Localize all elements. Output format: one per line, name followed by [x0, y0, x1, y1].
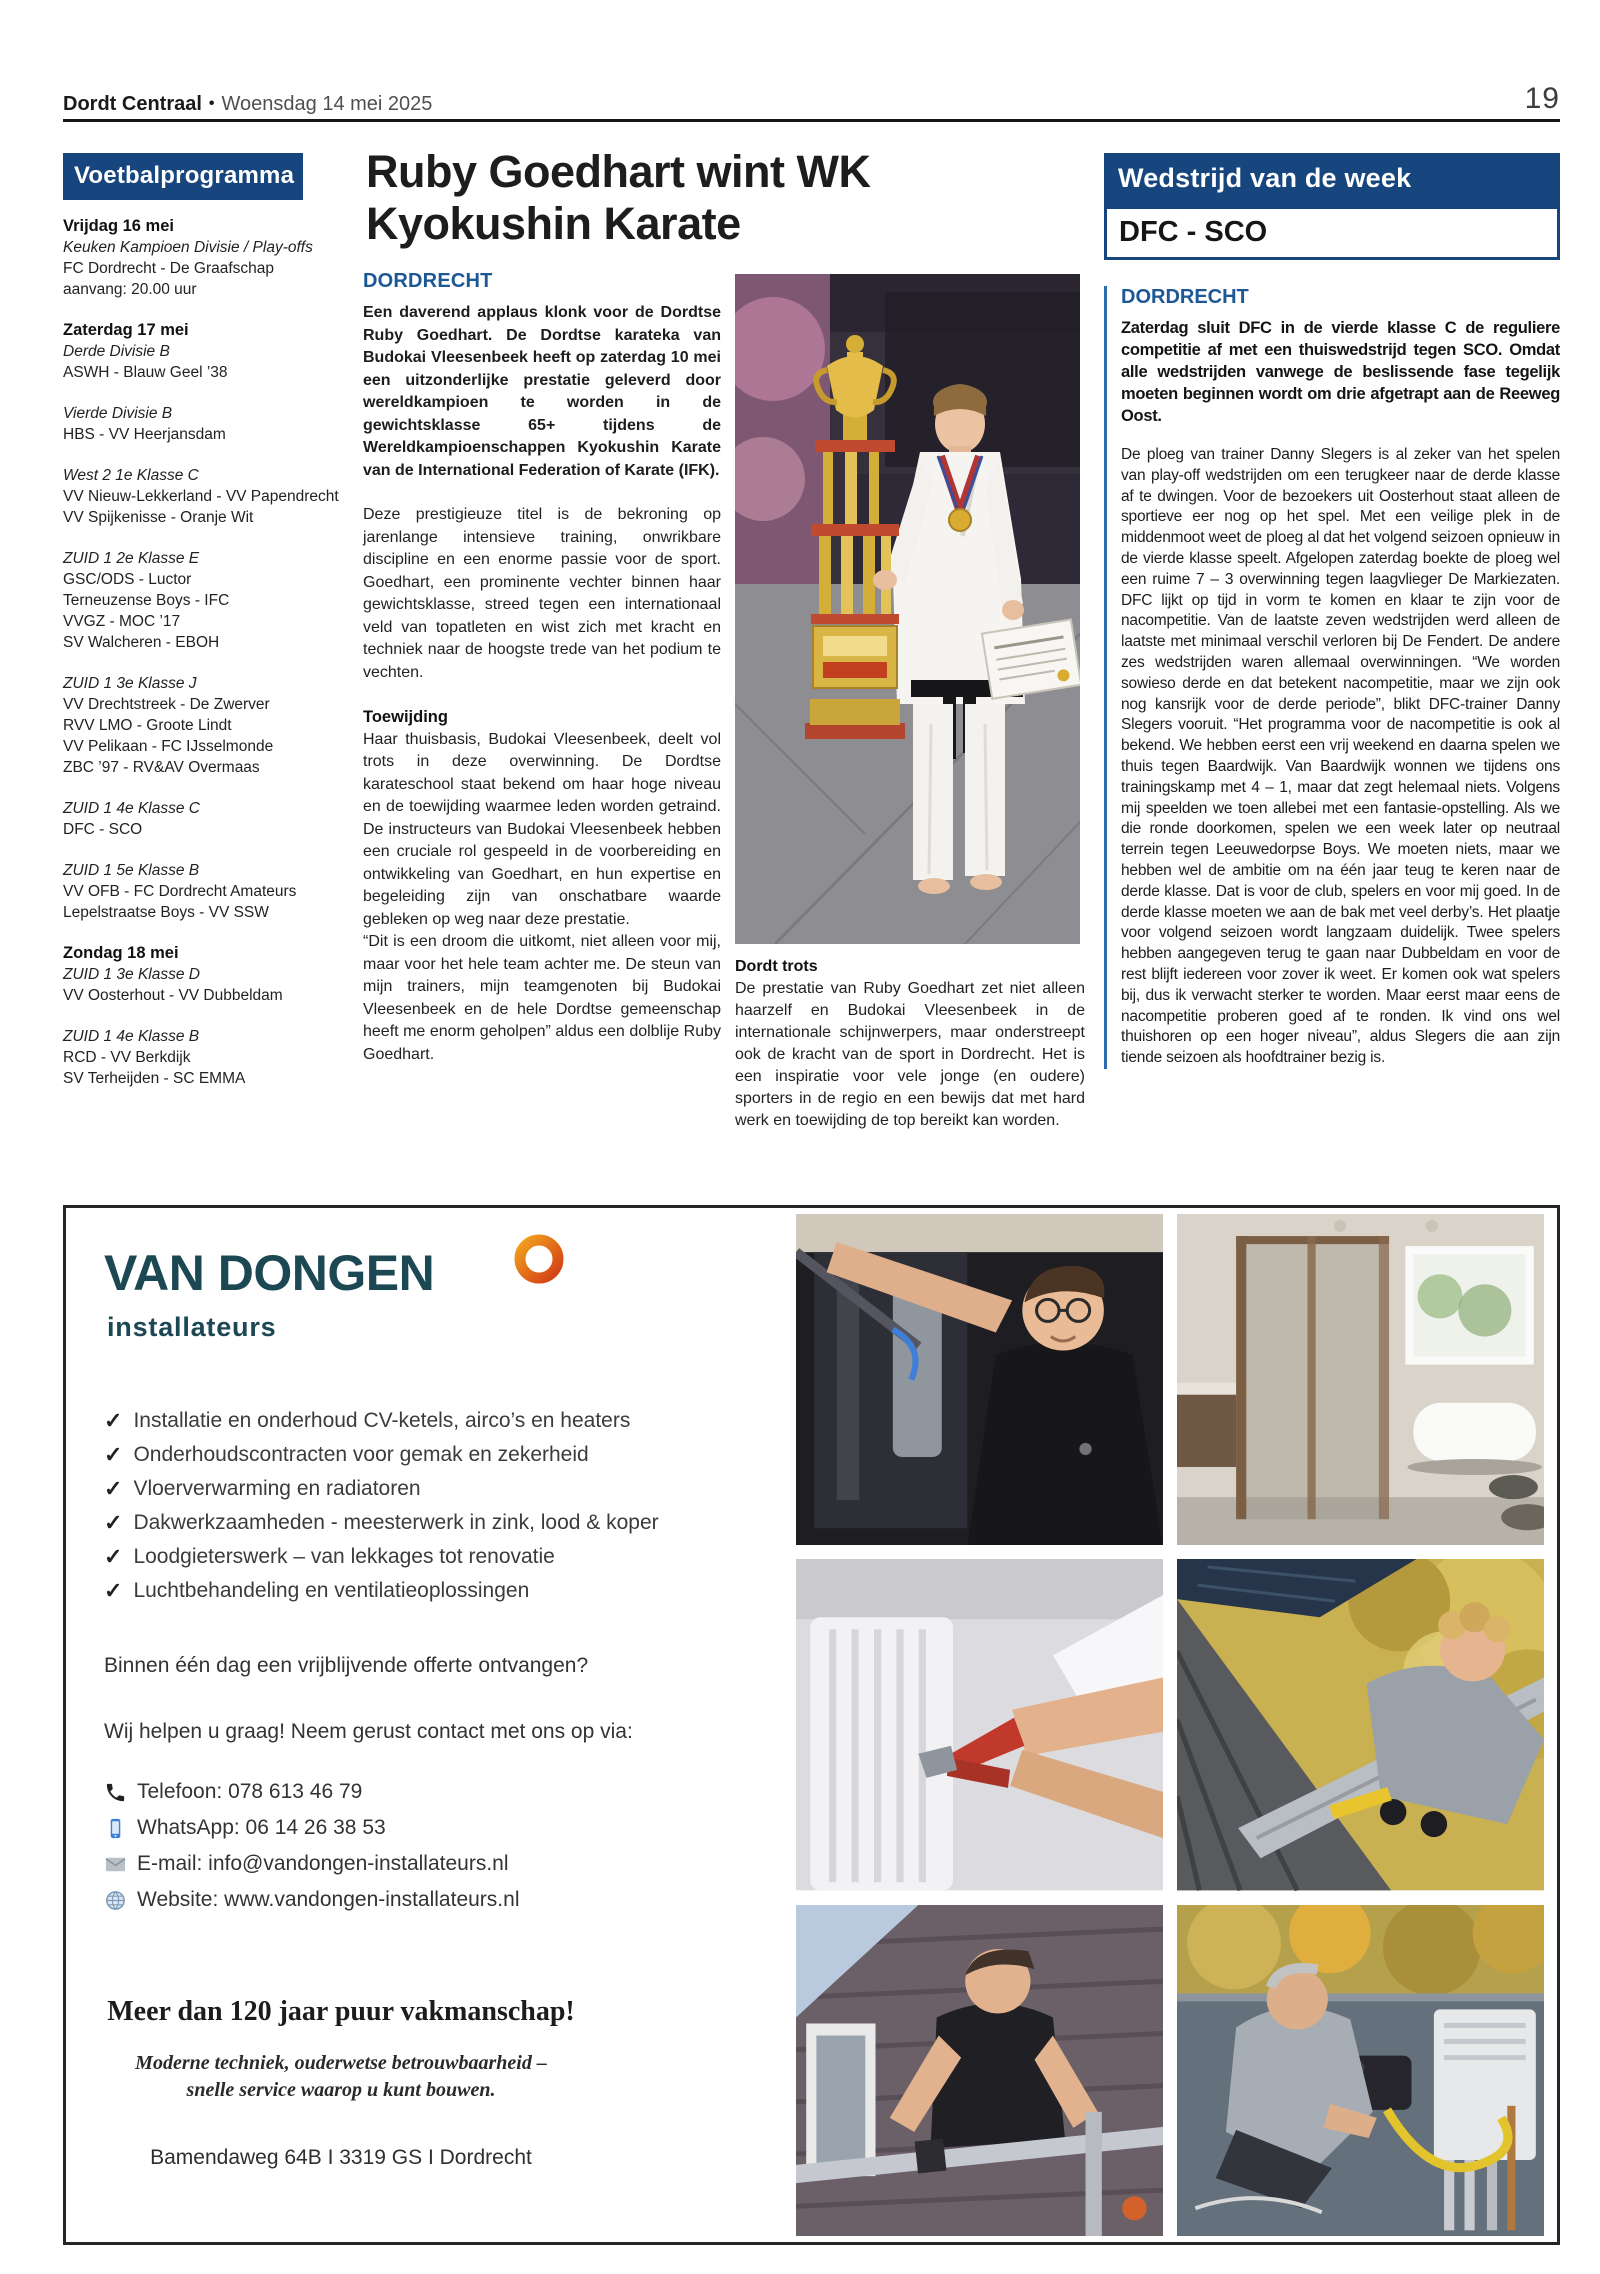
- phone-icon: [104, 1781, 127, 1804]
- match-line: VV Nieuw-Lekkerland - VV Papendrecht: [63, 488, 339, 505]
- check-icon: ✓: [104, 1544, 123, 1569]
- check-icon: ✓: [104, 1442, 123, 1467]
- contact-label: WhatsApp: 06 14 26 38 53: [137, 1816, 386, 1839]
- service-checklist: [104, 1404, 659, 1608]
- match-line: RVV LMO - Groote Lindt: [63, 717, 232, 734]
- ad-tagline: Moderne techniek, ouderwetse betrouwbaarheid – snelle service waarop u kunt bouwen.: [135, 2052, 547, 2101]
- league-name: ZUID 1 4e Klasse C: [63, 800, 200, 817]
- check-icon: ✓: [104, 1476, 123, 1501]
- match-line: RCD - VV Berkdijk: [63, 1049, 191, 1066]
- league-name: West 2 1e Klasse C: [63, 467, 199, 484]
- league-name: ZUID 1 5e Klasse B: [63, 862, 200, 879]
- match-line: Terneuzense Boys - IFC: [63, 592, 230, 609]
- logo-ring-icon: [512, 1232, 566, 1286]
- voetbalprogramma-panel: [63, 153, 339, 1109]
- check-icon: ✓: [104, 1510, 123, 1535]
- ad-photo-bathroom: [1177, 1214, 1544, 1545]
- check-icon: ✓: [104, 1408, 123, 1433]
- schedule-block: [63, 1026, 303, 1089]
- league-name: ZUID 1 4e Klasse B: [63, 1028, 200, 1045]
- page-number: 19: [1524, 82, 1560, 115]
- match-line: Lepelstraatse Boys - VV SSW: [63, 904, 269, 921]
- match-line: ZBC ’97 - RV&AV Overmaas: [63, 759, 260, 776]
- masthead-date: Woensdag 14 mei 2025: [221, 93, 433, 115]
- match-line: VV Drechtstreek - De Zwerver: [63, 696, 270, 713]
- match-line: VV Oosterhout - VV Dubbeldam: [63, 987, 283, 1004]
- ad-help-line: Wij helpen u graag! Neem gerust contact met ons op via:: [104, 1720, 633, 1743]
- photo-caption-text: De prestatie van Ruby Goedhart zet niet alleen haarzelf en Budokai Vleesenbeek in de internationale schijnwerpers, maar onderstreept ook de kracht van de sport in Dordrecht. Het is een inspiratie voor vele jonge (en oudere) sporters in de regio en een bewijs dat met hard werk en toewijding de top bereikt kan worden.: [735, 980, 1085, 1129]
- match-line: FC Dordrecht - De Graafschap: [63, 260, 275, 277]
- wedstrijd-match-title: DFC - SCO: [1104, 206, 1560, 260]
- match-line: aanvang: 20.00 uur: [63, 281, 197, 298]
- globe-icon: [104, 1889, 127, 1912]
- article-intro: Een daverend applaus klonk voor de Dordtse Ruby Goedhart. De Dordtse karateka van Budokai Vleesenbeek heeft op zaterdag 10 mei een uitzonderlijke prestatie geleverd door wereldkampioen te worden in de gewichtsklasse 65+ tijdens de Wereldkampioenschappen Kyokushin Karate van de International Federation of Karate (IFK).: [363, 304, 721, 479]
- league-name: Derde Divisie B: [63, 343, 170, 360]
- schedule-block: [63, 216, 313, 300]
- checklist-item-label: Loodgieterswerk – van lekkages tot renovatie: [133, 1545, 555, 1568]
- checklist-item-label: Vloerverwarming en radiatoren: [133, 1477, 421, 1500]
- checklist-item: [104, 1574, 659, 1608]
- checklist-item-label: Installatie en onderhoud CV-ketels, airco’s en heaters: [133, 1409, 631, 1432]
- article-paragraph-2: Haar thuisbasis, Budokai Vleesenbeek, deelt vol trots in deze overwinning. De Dordtse karateschool staat bekend om haar hoge niveau en de toewijding waarmee leden worden getraind. De instructeurs van Budokai Vleesenbeek hebben een cruciale rol gespeeld in de voorbereiding en ontwikkeling van Goedhart, en hun expertise en begeleiding zijn van onschatbare waarde gebleken op weg naar deze prestatie.: [363, 730, 721, 928]
- ad-offer-line: Binnen één dag een vrijblijvende offerte ontvangen?: [104, 1654, 589, 1677]
- league-name: ZUID 1 2e Klasse E: [63, 550, 200, 567]
- match-day-heading: Zaterdag 17 mei: [63, 321, 189, 339]
- photo-caption: [735, 956, 1085, 1132]
- article-headline: Ruby Goedhart wint WK Kyokushin Karate: [366, 146, 871, 249]
- article-subhead: Toewijding: [363, 708, 448, 726]
- masthead-title: Dordt Centraal: [63, 93, 202, 115]
- schedule-block: [63, 465, 339, 528]
- schedule-block: [63, 403, 303, 445]
- checklist-item-label: Onderhoudscontracten voor gemak en zekerheid: [133, 1443, 589, 1466]
- schedule-block: [63, 943, 303, 1006]
- header-rule: [63, 119, 1560, 122]
- schedule-block: [63, 860, 303, 923]
- photo-caption-title: Dordt trots: [735, 958, 818, 975]
- checklist-item: [104, 1472, 659, 1506]
- advertiser-logo-text: VAN DONGEN: [104, 1245, 435, 1301]
- contact-line: [104, 1846, 519, 1882]
- contact-label: Website: www.vandongen-installateurs.nl: [137, 1888, 520, 1911]
- ad-photo-scaffold-worker: [796, 1905, 1163, 2236]
- checklist-item: [104, 1540, 659, 1574]
- league-name: Vierde Divisie B: [63, 405, 173, 422]
- wedstrijd-body: De ploeg van trainer Danny Slegers is al zeker van het spelen van play-off wedstrijden om een terugkeer naar de derde klasse af te dwingen. Voor de bezoekers uit Oosterhout staat alleen de sportieve eer nog op het spel. Met een veilige plek in de middenmoot weet de ploeg al dat het volgend seizoen opnieuw in de vierde klasse speelt. Afgelopen zaterdag boekte de ploeg wel een ruime 7 – 3 overwinning tegen laagvlieger De Markiezaten. DFC lijkt op tijd in vorm te komen en klaar te zijn voor de nacompetitie. Van de laatste zeven wedstrijden werd alleen de laatste met minimaal verschil verloren bij De Fendert. De andere zes wedstrijden waren allemaal overwinningen. “We worden sowieso derde en dat betekent nacompetitie, maar we zijn ook nog kansrijk voor de derde periode”, blikt DFC-trainer Danny Slegers vooruit. “Het programma voor de nacompetitie is ook al bekend. We hebben eerst een vrij weekend en daarna spelen we thuis tegen Baardwijk. Van Baardwijk wonnen we tijdens ons trainingskamp met 4 – 1, maar dat zegt helemaal niets. Volgens mij speelden we toen allebei met een fantasie-opstelling. Als we die ronde doorkomen, spelen we een week later op neutraal terrein tegen Leeuwedorpse Boys. We moeten niets, maar we hebben wel de ambitie om na één jaar teug te keren naar de derde klasse. Dat is voor de club, spelers en voor mij goed. In de derde klasse moeten we aan de bak met veel derby’s. Het plaatje voor volgend seizoen wordt langzaam duidelijk. Twee spelers hebben aangegeven terug te gaan naar Dubbeldam en voor de rest blijft iedereen voor zover ik weet. Er komen ook wat spelers bij, dus ik verwacht sterker te worden. Maar eerst maar eens de nacompetitie proberen goed af te ronden. Ik vind ons wel thuishoren op een hoger niveau”, aldus Slegers die aan zijn tiende seizoen als hoofdtrainer bezig is.: [1121, 446, 1560, 1067]
- ad-address: Bamendaweg 64B I 3319 GS I Dordrecht: [150, 2146, 532, 2169]
- match-line: HBS - VV Heerjansdam: [63, 426, 226, 443]
- article-location: DORDRECHT: [363, 270, 493, 292]
- match-line: SV Walcheren - EBOH: [63, 634, 220, 651]
- email-icon: [104, 1853, 127, 1876]
- match-day-heading: Vrijdag 16 mei: [63, 217, 174, 235]
- checklist-item: [104, 1438, 659, 1472]
- contact-line: [104, 1810, 519, 1846]
- schedule-block: [63, 798, 303, 840]
- ad-photo-radiator-pliers: [796, 1559, 1163, 1890]
- wedstrijd-location: DORDRECHT: [1121, 286, 1249, 308]
- match-line: ASWH - Blauw Geel ’38: [63, 364, 228, 381]
- ad-photo-heatpump-maintenance: [1177, 1905, 1544, 2236]
- checklist-item-label: Dakwerkzaamheden - meesterwerk in zink, lood & koper: [133, 1511, 659, 1534]
- ad-photo-roof-gutter: [1177, 1559, 1544, 1890]
- wedstrijd-intro: Zaterdag sluit DFC in de vierde klasse C de reguliere competitie af met een thuiswedstrijd tegen SCO. Omdat alle wedstrijden vanwege de beslissende fase tegelijk moeten beginnen wordt om drie afgetrapt aan de Reeweg Oost.: [1121, 319, 1560, 425]
- whatsapp-icon: [104, 1817, 127, 1840]
- schedule-block: [63, 320, 303, 383]
- match-line: VV OFB - FC Dordrecht Amateurs: [63, 883, 297, 900]
- ad-slogan: Meer dan 120 jaar puur vakmanschap!: [107, 1996, 575, 2027]
- match-line: SV Terheijden - SC EMMA: [63, 1070, 246, 1087]
- contact-line: [104, 1774, 519, 1810]
- match-line: VVGZ - MOC ’17: [63, 613, 181, 630]
- league-name: Keuken Kampioen Divisie / Play-offs: [63, 239, 313, 256]
- ad-photo-grid: [796, 1214, 1544, 2236]
- checklist-item: [104, 1506, 659, 1540]
- match-schedule-list: [63, 216, 339, 1089]
- league-name: ZUID 1 3e Klasse D: [63, 966, 200, 983]
- masthead-separator: •: [208, 95, 215, 112]
- contact-line: [104, 1882, 519, 1918]
- match-line: DFC - SCO: [63, 821, 143, 838]
- check-icon: ✓: [104, 1578, 123, 1603]
- wedstrijd-panel-header: Wedstrijd van de week: [1104, 153, 1560, 206]
- article-paragraph-3: “Dit is een droom die uitkomt, niet alleen voor mij, maar voor het hele team achter me. De steun van mijn trainers, mijn teamgenoten bij Budokai Vleesenbeek en de hele Dordtse gemeenschap heeft me enorm geholpen” aldus een dolblije Ruby Goedhart.: [363, 933, 721, 1063]
- schedule-block: [63, 673, 303, 778]
- contact-label: Telefoon: 078 613 46 79: [137, 1780, 363, 1803]
- article-photo-karateka: [735, 274, 1080, 944]
- match-day-heading: Zondag 18 mei: [63, 944, 179, 962]
- voetbalprogramma-header: Voetbalprogramma: [63, 153, 303, 200]
- schedule-block: [63, 548, 303, 653]
- article-paragraph-1: Deze prestigieuze titel is de bekroning op jarenlange intensieve training, onwrikbare discipline en een enorme passie voor de sport. Goedhart, een prominente vechter binnen haar gewichtsklasse, streed tegen een internationaal veld van topatleten en wist zich met kracht en techniek naar de hoogste trede van het podium te vechten.: [363, 506, 721, 681]
- match-line: GSC/ODS - Luctor: [63, 571, 192, 588]
- contact-label: E-mail: info@vandongen-installateurs.nl: [137, 1852, 509, 1875]
- checklist-item-label: Luchtbehandeling en ventilatieoplossingen: [133, 1579, 530, 1602]
- advertiser-logo-subtext: installateurs: [107, 1312, 277, 1342]
- checklist-item: [104, 1404, 659, 1438]
- league-name: ZUID 1 3e Klasse J: [63, 675, 197, 692]
- match-line: VV Pelikaan - FC IJsselmonde: [63, 738, 274, 755]
- match-line: VV Spijkenisse - Oranje Wit: [63, 509, 254, 526]
- article-body-column: [363, 270, 721, 1066]
- contact-list: [104, 1774, 519, 1918]
- masthead: [63, 93, 432, 116]
- wedstrijd-article: [1104, 286, 1560, 1069]
- ad-photo-cv-technician: [796, 1214, 1163, 1545]
- karateka-photo-illustration: [735, 274, 1080, 944]
- wedstrijd-panel: [1104, 153, 1560, 1069]
- advertisement-van-dongen: [63, 1205, 1560, 2245]
